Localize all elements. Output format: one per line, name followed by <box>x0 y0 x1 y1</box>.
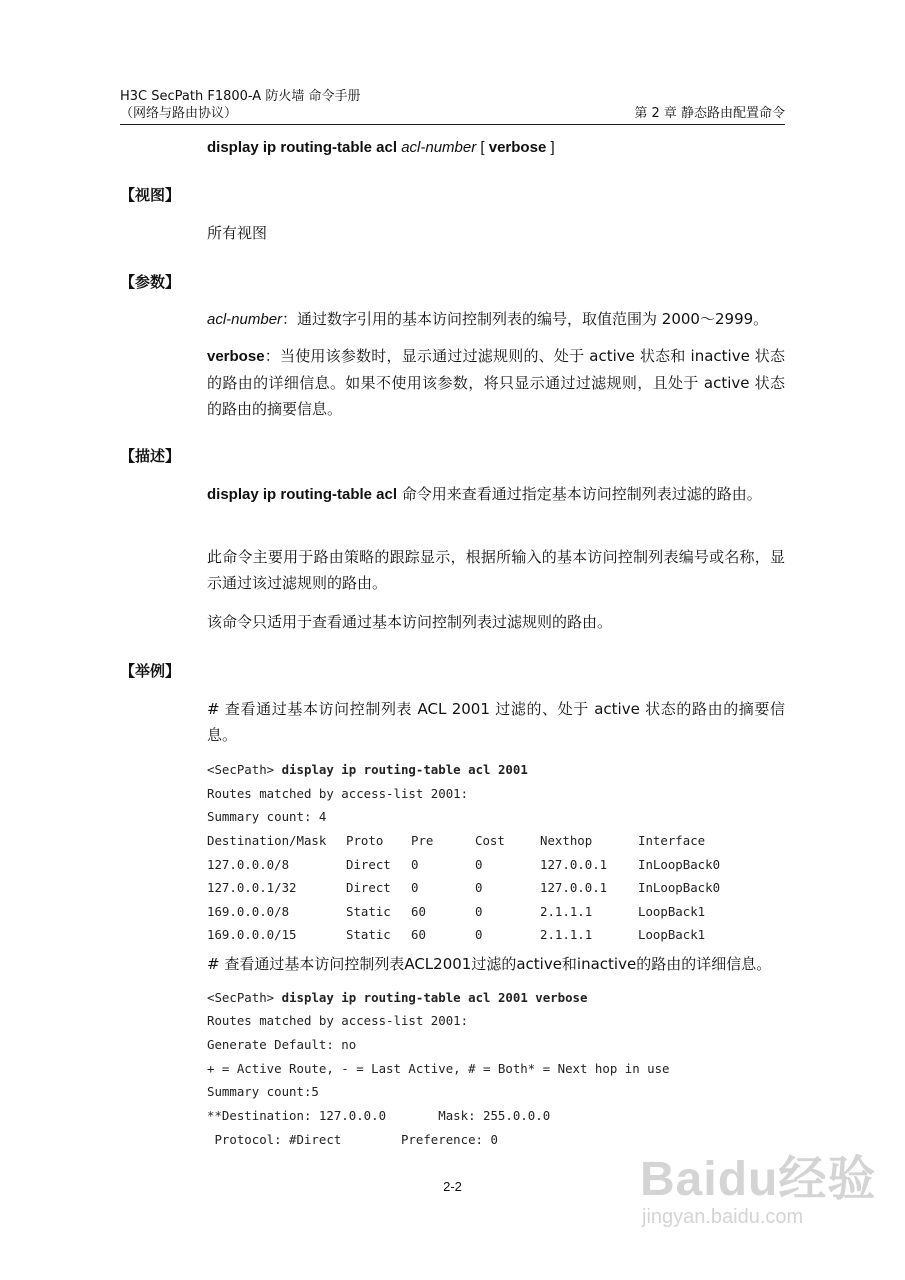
header-line2 <box>120 106 785 122</box>
syntax-command: display ip routing-table acl <box>207 139 402 156</box>
code-line: Routes matched by access-list 2001: <box>207 1013 469 1028</box>
param-acl-number-name: acl-number <box>207 311 283 328</box>
cell-proto: Static <box>346 904 391 919</box>
syntax-option: verbose <box>488 139 547 156</box>
cell-destination: 169.0.0.0/15 <box>207 927 297 942</box>
syntax-bracket-open: [ <box>476 139 489 156</box>
col-nexthop: Nexthop <box>540 833 593 848</box>
cell-pre: 0 <box>411 857 419 872</box>
cell-pre: 60 <box>411 927 426 942</box>
cell-interface: InLoopBack0 <box>638 857 721 872</box>
cell-interface: InLoopBack0 <box>638 880 721 895</box>
code-line: Summary count: 4 <box>207 809 327 824</box>
code-cmd-2: display ip routing-table acl 2001 verbose <box>281 990 588 1005</box>
cell-destination: 127.0.0.0/8 <box>207 857 290 872</box>
syntax-bracket-close: ] <box>546 139 555 156</box>
col-interface: Interface <box>638 833 706 848</box>
param-acl-number-text: ：通过数字引用的基本访问控制列表的编号，取值范围为 2000～2999。 <box>282 310 769 328</box>
header-volume: （网络与路由协议） <box>120 106 238 121</box>
desc-paragraph-1 <box>207 481 785 508</box>
code-line: Protocol: #Direct Preference: 0 <box>207 1132 498 1147</box>
col-proto: Proto <box>346 833 384 848</box>
header-product: H3C SecPath F1800-A 防火墙 命令手册 <box>120 89 361 104</box>
param-acl-number <box>207 306 785 333</box>
code-command-2 <box>207 990 587 1005</box>
col-destination: Destination/Mask <box>207 833 327 848</box>
section-view-heading: 【视图】 <box>120 186 181 204</box>
cell-nexthop: 127.0.0.1 <box>540 857 608 872</box>
param-verbose-name: verbose <box>207 348 265 365</box>
example-intro-2: # 查看通过基本访问控制列表ACL2001过滤的active和inactive的路由的详细信息。 <box>207 955 772 973</box>
cell-cost: 0 <box>475 857 483 872</box>
param-verbose <box>207 343 785 422</box>
cell-destination: 169.0.0.0/8 <box>207 904 290 919</box>
code-command-1 <box>207 762 528 777</box>
code-line: Summary count:5 <box>207 1084 319 1099</box>
cell-cost: 0 <box>475 927 483 942</box>
cell-proto: Direct <box>346 880 391 895</box>
cell-pre: 60 <box>411 904 426 919</box>
command-syntax <box>207 139 555 156</box>
cell-pre: 0 <box>411 880 419 895</box>
code-line: Routes matched by access-list 2001: <box>207 786 469 801</box>
syntax-argument: acl-number <box>401 139 477 156</box>
cell-nexthop: 2.1.1.1 <box>540 927 593 942</box>
section-desc-heading: 【描述】 <box>120 447 181 465</box>
cell-interface: LoopBack1 <box>638 904 706 919</box>
cell-interface: LoopBack1 <box>638 927 706 942</box>
desc-paragraph-2: 此命令主要用于路由策略的跟踪显示，根据所输入的基本访问控制列表编号或名称，显示通过该过滤规则的路由。 <box>207 548 785 592</box>
code-prompt-2: <SecPath> <box>207 990 282 1005</box>
cell-cost: 0 <box>475 904 483 919</box>
desc-paragraph-3: 该命令只适用于查看通过基本访问控制列表过滤规则的路由。 <box>207 613 613 631</box>
code-line: + = Active Route, - = Last Active, # = Both* = Next hop in use <box>207 1061 670 1076</box>
code-line: Generate Default: no <box>207 1037 357 1052</box>
watermark-logo: Baidu经验 <box>640 1153 877 1206</box>
cell-proto: Direct <box>346 857 391 872</box>
watermark-url: jingyan.baidu.com <box>642 1206 804 1228</box>
desc-command: display ip routing-table acl <box>207 486 398 503</box>
page-number: 2-2 <box>443 1179 462 1194</box>
code-cmd-1: display ip routing-table acl 2001 <box>281 762 528 777</box>
cell-proto: Static <box>346 927 391 942</box>
code-line: **Destination: 127.0.0.0 Mask: 255.0.0.0 <box>207 1108 551 1123</box>
section-params-heading: 【参数】 <box>120 273 181 291</box>
view-text: 所有视图 <box>207 224 268 242</box>
col-pre: Pre <box>411 833 434 848</box>
cell-nexthop: 127.0.0.1 <box>540 880 608 895</box>
code-prompt-1: <SecPath> <box>207 762 282 777</box>
cell-nexthop: 2.1.1.1 <box>540 904 593 919</box>
cell-destination: 127.0.0.1/32 <box>207 880 297 895</box>
desc-text-1: 命令用来查看通过指定基本访问控制列表过滤的路由。 <box>397 485 762 503</box>
header-rule <box>120 124 785 125</box>
baidu-watermark <box>640 1140 880 1250</box>
example-intro-1: # 查看通过基本访问控制列表 ACL 2001 过滤的、处于 active 状态的路由的摘要信息。 <box>207 700 785 744</box>
param-verbose-text: ：当使用该参数时，显示通过过滤规则的、处于 active 状态和 inactive 状态的路由的详细信息。如果不使用该参数，将只显示通过过滤规则，且处于 active 状态的路由的摘要信息。 <box>207 347 785 418</box>
header-chapter: 第 2 章 静态路由配置命令 <box>634 106 785 121</box>
section-example-heading: 【举例】 <box>120 662 181 680</box>
col-cost: Cost <box>475 833 505 848</box>
cell-cost: 0 <box>475 880 483 895</box>
